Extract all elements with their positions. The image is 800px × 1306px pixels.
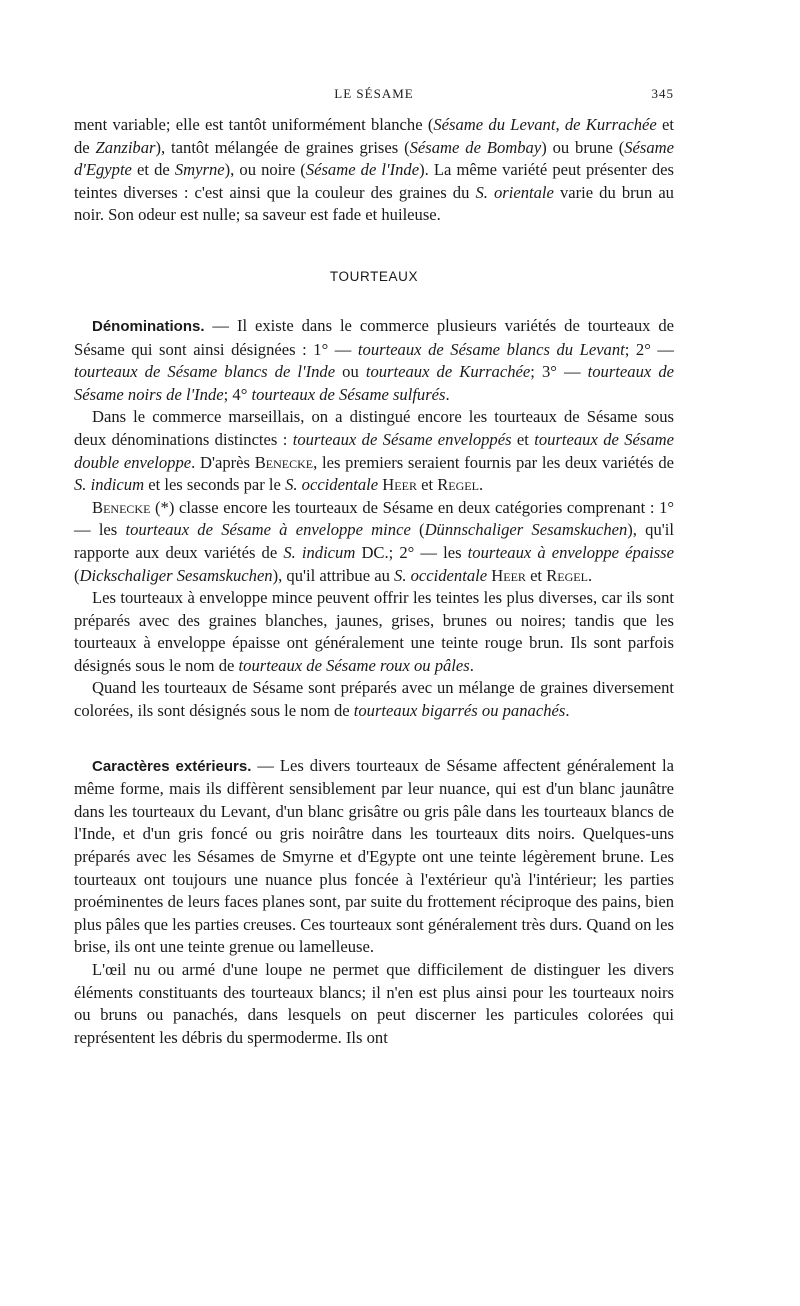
caracteres-heading: Caractères extérieurs. xyxy=(92,757,252,775)
running-head xyxy=(74,86,674,108)
paragraph-caracteres: Caractères extérieurs. — Les divers tourteaux de Sésame affectent généralement la même forme, mais ils diffèrent sensiblement par leur nuance, qui est d'un blanc jaunâtre dans les tourteaux du Levant, d'un blanc grisâtre ou gris pâle dans les tourteaux blancs de l'Inde, et d'un gris foncé ou gris noirâtre dans les tourteaux dits noirs. Quelques-uns préparés avec les Sésames de Smyrne et d'Egypte ont une teinte légèrement brune. Les tourteaux ont toujours une nuance plus foncée à l'extérieur qu'à l'intérieur; les parties proéminentes de leurs faces planes sont, par suite du frottement réciproque des pains, bien plus pâles que les parties creuses. Ces tourteaux sont généralement très durs. Quand on les brise, ils ont une teinte grenue ou lamelleuse. xyxy=(74,755,674,957)
page-number: 345 xyxy=(651,86,674,101)
paragraph-intro: ment variable; elle est tantôt uniformément blanche (Sésame du Levant, de Kurrachée et de Zanzibar), tantôt mélangée de graines grises (Sésame de Bombay) ou brune (Sésame d'Egypte et de Smyrne), ou noire (Sésame de l'Inde). La même variété peut présenter des teintes diverses : c'est ainsi que la couleur des graines du S. orientale varie du brun au noir. Son odeur est nulle; sa saveur est fade et huileuse. xyxy=(74,115,675,225)
paragraph-enveloppe-mince: Les tourteaux à enveloppe mince peuvent offrir les teintes les plus diverses, car ils sont préparés avec des graines blanches, jaunes, grises, brunes ou noires; tandis que les tourteaux à enveloppe épaisse ont généralement une teinte rouge brun. Ils sont parfois désignés sous le nom de tourteaux de Sésame roux ou pâles. xyxy=(74,588,674,675)
paragraph-denominations: Dénominations. — Il existe dans le commerce plusieurs variétés de tourteaux de Sésame qui sont ainsi désignées : 1° — tourteaux de Sésame blancs du Levant; 2° — tourteaux de Sésame blancs de l'Inde ou tourteaux de Kurrachée; 3° — tourteaux de Sésame noirs de l'Inde; 4° tourteaux de Sésame sulfurés. xyxy=(74,315,674,404)
section-title: TOURTEAUX xyxy=(329,268,419,284)
paragraph-bigarres: Quand les tourteaux de Sésame sont préparés avec un mélange de graines diversement colorées, ils sont désignés sous le nom de tourteaux bigarrés ou panachés. xyxy=(74,678,674,721)
denominations-heading: Dénominations. xyxy=(92,317,205,335)
page xyxy=(74,86,674,1049)
paragraph-loupe: L'œil nu ou armé d'une loupe ne permet que difficilement de distinguer les divers éléments constituants des tourteaux blancs; il n'en est plus ainsi pour les tourteaux noirs ou bruns ou panachés, dans lesquels on peut discerner les particules colorées qui représentent les débris du spermoderme. Ils ont xyxy=(74,960,674,1047)
running-title: LE SÉSAME xyxy=(334,86,414,101)
paragraph-marseille: Dans le commerce marseillais, on a distingué encore les tourteaux de Sésame sous deux dénominations distinctes : tourteaux de Sésame enveloppés et tourteaux de Sésame double enveloppe. D'après Benecke, les premiers seraient fournis par les deux variétés de S. indicum et les seconds par le S. occidentale Heer et Regel. xyxy=(74,407,674,495)
paragraph-benecke: Benecke (*) classe encore les tourteaux de Sésame en deux catégories comprenant : 1° — les tourteaux de Sésame à enveloppe mince (Dünnschaliger Sesamskuchen), qu'il rapporte aux deux variétés de S. indicum DC.; 2° — les tourteaux à enveloppe épaisse (Dickschaliger Sesamskuchen), qu'il attribue au S. occidentale Heer et Regel. xyxy=(74,497,674,585)
